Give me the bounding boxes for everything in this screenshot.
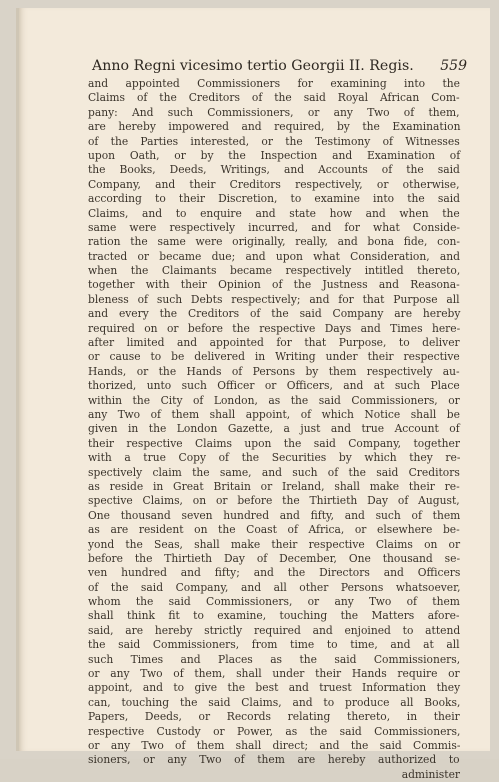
text-line: and appointed Commissioners for examining into the <box>88 77 460 90</box>
text-line: before the Thirtieth Day of December, One thousand se- <box>88 551 461 565</box>
text-line: shall think fit to examine, touching the Matters afore- <box>88 609 460 623</box>
text-line: Papers, Deeds, or Records relating thereto, in their <box>88 710 460 724</box>
text-line: such Times and Places as the said Commissioners, <box>88 652 461 666</box>
running-head <box>72 56 467 76</box>
text-line: One thousand seven hundred and fifty, and such of them <box>88 508 461 522</box>
text-line: and every the Creditors of the said Company are hereby <box>88 307 461 321</box>
text-line: or cause to be delivered in Writing under their respective <box>88 350 460 364</box>
text-line: are hereby impowered and required, by the Examination <box>88 120 461 134</box>
text-line: spective Claims, on or before the Thirtieth Day of August, <box>88 494 460 508</box>
text-line: with a true Copy of the Securities by which they re- <box>88 451 461 465</box>
text-line: any Two of them shall appoint, of which Notice shall be <box>88 407 460 421</box>
text-line: or any Two of them, shall under their Hands require or <box>88 667 460 681</box>
text-line: bleness of such Debts respectively; and for that Purpose all <box>88 292 460 306</box>
text-line: or any Two of them shall direct; and the said Commis- <box>88 738 461 752</box>
body-text <box>88 77 460 782</box>
text-line: of the said Company, and all other Persons whatsoever, <box>88 580 461 594</box>
text-line: appoint, and to give the best and truest Information they <box>88 681 461 695</box>
page-number: 559 <box>440 58 467 74</box>
text-line: tracted or became due; and upon what Consideration, and <box>88 249 460 263</box>
text-line: Hands, or the Hands of Persons by them respectively au- <box>88 364 460 378</box>
text-line: as are resident on the Coast of Africa, or elsewhere be- <box>88 523 460 537</box>
text-line: their respective Claims upon the said Company, together <box>88 436 460 450</box>
text-line: of the Parties interested, or the Testimony of Witnesses <box>88 134 460 148</box>
text-line: Claims, and to enquire and state how and when the <box>88 206 460 220</box>
text-line: can, touching the said Claims, and to produce all Books, <box>88 695 461 709</box>
text-line: respective Custody or Power, as the said Commissioners, <box>88 724 461 738</box>
text-line: said, are hereby strictly required and enjoined to attend <box>88 623 461 637</box>
text-line: together with their Opinion of the Justness and Reasona- <box>88 278 460 292</box>
text-line: according to their Discretion, to examine into the said <box>88 192 460 206</box>
text-line: as reside in Great Britain or Ireland, shall make their re- <box>88 479 460 493</box>
text-line: Company, and their Creditors respectively, or otherwise, <box>88 177 460 191</box>
text-line: when the Claimants became respectively intitled thereto, <box>88 264 461 278</box>
catchword: administer <box>401 767 460 781</box>
text-line: pany: And such Commissioners, or any Two of them, <box>88 105 460 119</box>
text-line: spectively claim the same, and such of the said Creditors <box>88 465 460 479</box>
text-line: given in the London Gazette, a just and true Account of <box>88 422 460 436</box>
running-head-title: Anno Regni vicesimo tertio Georgii II. Regis. <box>92 58 414 74</box>
text-line: required on or before the respective Days and Times here- <box>88 321 461 335</box>
text-line: the Books, Deeds, Writings, and Accounts of the said <box>88 163 460 177</box>
text-line: the said Commissioners, from time to time, and at all <box>88 638 460 652</box>
text-line: sioners, or any Two of them are hereby authorized to <box>88 753 460 767</box>
text-line: after limited and appointed for that Purpose, to deliver <box>88 336 460 350</box>
text-line: yond the Seas, shall make their respective Claims on or <box>88 537 461 551</box>
text-line: whom the said Commissioners, or any Two of them <box>88 595 460 609</box>
text-line: thorized, unto such Officer or Officers, and at such Place <box>88 379 460 393</box>
text-line: ration the same were originally, really, and bona fide, con- <box>88 235 461 249</box>
text-line: ven hundred and fifty; and the Directors and Officers <box>88 566 461 580</box>
text-line: Claims of the Creditors of the said Royal African Com- <box>88 91 460 105</box>
text-line: upon Oath, or by the Inspection and Examination of <box>88 148 461 162</box>
text-line: same were respectively incurred, and for what Conside- <box>88 220 461 234</box>
text-line: within the City of London, as the said Commissioners, or <box>88 393 460 407</box>
